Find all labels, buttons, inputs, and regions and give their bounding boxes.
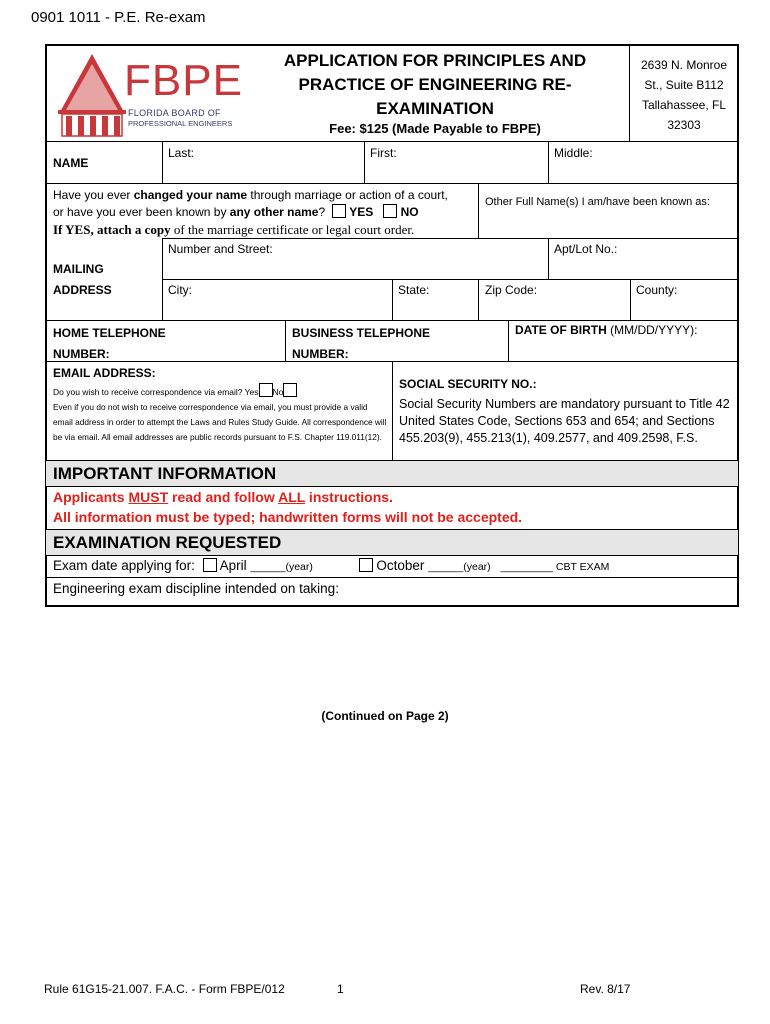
address-line-4: 32303 bbox=[667, 118, 701, 132]
first-name-field[interactable]: First: bbox=[370, 146, 397, 160]
continued-note: (Continued on Page 2) bbox=[321, 709, 449, 723]
april-year-field[interactable]: ______(year) bbox=[250, 561, 313, 573]
business-phone-field[interactable]: BUSINESS TELEPHONE NUMBER: bbox=[292, 326, 431, 361]
zip-field[interactable]: Zip Code: bbox=[485, 283, 538, 297]
name-change-no-checkbox[interactable] bbox=[383, 204, 397, 218]
email-no-checkbox[interactable] bbox=[283, 383, 297, 397]
form-title bbox=[270, 49, 600, 121]
ssn-text: Social Security Numbers are mandatory pursuant to Title 42 United States Code, Sections 653 and 654; and Sections 455.203(9), 455.213(1), 409.2577, and 409.2598, F.S. bbox=[399, 397, 730, 445]
mailing-label-2: ADDRESS bbox=[53, 283, 112, 297]
page-header: 0901 1011 - P.E. Re-exam bbox=[31, 9, 206, 26]
email-note: Even if you do not wish to receive correspondence via email, you must provide a valid email address in order to attempt the Laws and Rules Study Guide. All correspondence will be via email. All email addresses are public records pursuant to F.S. Chapter 119.011(12). bbox=[53, 402, 387, 442]
form-title-line-2: PRACTICE OF ENGINEERING RE- bbox=[298, 75, 572, 94]
logo-line-1: FLORIDA BOARD OF bbox=[128, 108, 221, 118]
logo-line-2: PROFESSIONAL ENGINEERS bbox=[128, 119, 233, 128]
october-checkbox[interactable] bbox=[359, 558, 373, 572]
april-label: April bbox=[219, 558, 247, 573]
october-year-field[interactable]: ______(year) bbox=[428, 561, 491, 573]
board-address bbox=[630, 55, 738, 135]
home-phone-field[interactable]: HOME TELEPHONE NUMBER: bbox=[53, 326, 166, 361]
fbpe-logo bbox=[52, 50, 243, 140]
address-line-1: 2639 N. Monroe bbox=[640, 58, 728, 72]
mailing-label-1: MAILING bbox=[53, 262, 104, 276]
form-title-line-3: EXAMINATION bbox=[376, 99, 494, 118]
ssn-label[interactable]: SOCIAL SECURITY NO.: bbox=[399, 377, 537, 391]
street-field[interactable]: Number and Street: bbox=[168, 242, 273, 256]
name-change-question: Have you ever changed your name through marriage or action of a court, or have you ever been known by any other name? YES NO If YES, attach a copy of the marriage certificate or legal court order. bbox=[53, 188, 448, 237]
county-field[interactable]: County: bbox=[636, 283, 678, 297]
email-label: EMAIL ADDRESS: bbox=[53, 366, 156, 380]
cbt-exam-field[interactable]: _________ CBT EXAM bbox=[500, 561, 610, 573]
state-field[interactable]: State: bbox=[398, 283, 430, 297]
middle-name-field[interactable]: Middle: bbox=[554, 146, 593, 160]
dob-field[interactable]: DATE OF BIRTH (MM/DD/YYYY): bbox=[515, 323, 698, 337]
exam-date-row bbox=[53, 558, 609, 573]
important-line-1: Applicants MUST read and follow ALL instructions. bbox=[53, 489, 393, 505]
form-title-line-1: APPLICATION FOR PRINCIPLES AND bbox=[283, 51, 587, 70]
footer-page-number: 1 bbox=[337, 982, 344, 996]
email-question: Do you wish to receive correspondence via email? Yes No bbox=[53, 383, 297, 397]
fee-text: Fee: $125 (Made Payable to FBPE) bbox=[329, 121, 541, 136]
other-names-field[interactable]: Other Full Name(s) I am/have been known as: bbox=[485, 196, 710, 208]
name-label: NAME bbox=[53, 156, 89, 170]
no-label: NO bbox=[400, 205, 419, 219]
last-name-field[interactable]: Last: bbox=[168, 146, 195, 160]
exam-date-label: Exam date applying for: bbox=[53, 558, 195, 573]
yes-label: YES bbox=[349, 205, 374, 219]
important-info-header: IMPORTANT INFORMATION bbox=[46, 461, 738, 486]
logo-acronym: FBPE bbox=[124, 56, 243, 105]
name-change-yes-checkbox[interactable] bbox=[332, 204, 346, 218]
discipline-field[interactable]: Engineering exam discipline intended on taking: bbox=[53, 581, 339, 596]
apt-field[interactable]: Apt/Lot No.: bbox=[554, 242, 618, 256]
april-checkbox[interactable] bbox=[203, 558, 217, 572]
important-line-2: All information must be typed; handwritten forms will not be accepted. bbox=[53, 509, 523, 525]
footer-revision: Rev. 8/17 bbox=[580, 982, 631, 996]
email-yes-checkbox[interactable] bbox=[259, 383, 273, 397]
footer-rule: Rule 61G15-21.007. F.A.C. - Form FBPE/012 bbox=[44, 982, 285, 996]
address-line-2: St., Suite B112 bbox=[644, 78, 724, 92]
city-field[interactable]: City: bbox=[168, 283, 192, 297]
october-label: October bbox=[376, 558, 425, 573]
exam-requested-header: EXAMINATION REQUESTED bbox=[46, 530, 738, 555]
address-line-3: Tallahassee, FL bbox=[641, 98, 727, 112]
